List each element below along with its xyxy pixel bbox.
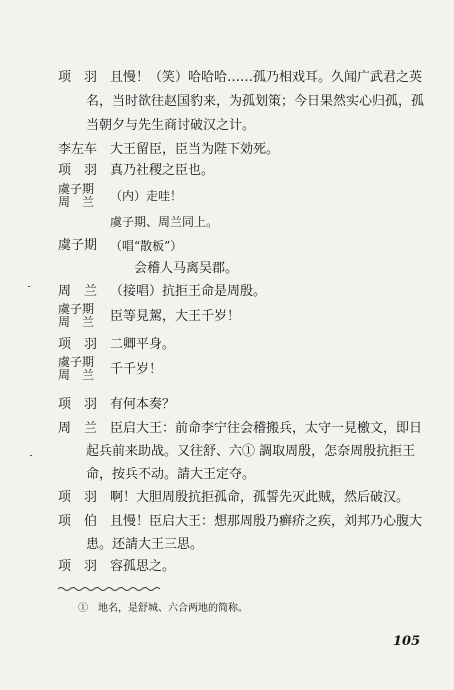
speaker-label: 周 兰 [58,195,95,209]
speaker-label: 项 羽 [58,490,98,505]
dialogue-line: 真乃社稷之臣也。 [110,163,215,178]
speaker-label: 项 伯 [58,514,98,529]
page-number: 105 [393,634,421,649]
speaker-label: 虞子期 [58,238,98,253]
footnote-separator [58,585,160,593]
lyric-line: 会稽人马离吴郡。 [134,261,239,276]
dialogue-line: 且慢！（笑）哈哈哈……孤乃相戏耳。久闻广武君之英 [110,70,423,85]
dialogue-line: 容孤思之。 [110,559,176,574]
dialogue-line: 大王留臣，臣当为陛下効死。 [110,142,280,157]
speaker-label: 李左车 [58,142,98,157]
stage-direction: 虞子期、周兰同上。 [110,215,219,229]
dialogue-line: 当朝夕与先生商讨破汉之计。 [86,118,256,133]
speaker-label: 项 羽 [58,70,98,85]
dialogue-line: （内）走哇！ [110,189,183,203]
dialogue-line: 有何本奏？ [110,397,176,412]
dialogue-line: 千千岁！ [110,362,163,377]
dialogue-line: 臣等見駕，大王千岁！ [110,309,241,324]
dialogue-line: 患。还請大王三思。 [86,537,204,552]
speaker-label: 周 兰 [58,315,95,329]
dialogue-line: 起兵前来助战。又往舒、六① 調取周殷，怎奈周殷抗拒王 [86,444,416,459]
speaker-label: 项 羽 [58,397,98,412]
dialogue-line: 命，按兵不动。請大王定夺。 [86,467,256,482]
footnote: ① 地名，是舒城、六合两地的简称。 [78,603,248,614]
speaker-label: 虞子期 [58,355,95,369]
dialogue-line: （接唱）抗拒王命是周殷。 [110,284,267,299]
speaker-label: 项 羽 [58,337,98,352]
speaker-label: 周 兰 [58,421,98,436]
speaker-label: 项 羽 [58,163,98,178]
dialogue-line: 名，当时欲往赵国豹来，为孤划策；今日果然实心归孤，孤 [86,94,425,109]
dialogue-line: （唱“散板”） [110,239,183,253]
speaker-label: 虞子期 [58,182,95,196]
speaker-label: 项 羽 [58,559,98,574]
dialogue-line: 二卿平身。 [110,337,176,352]
scan-speck [30,455,32,456]
dialogue-line: 臣启大王：前命李宁往会稽搬兵，太守一見檄文，即日 [110,421,423,436]
speaker-label: 周 兰 [58,368,95,382]
speaker-label: 虞子期 [58,302,95,316]
speaker-label: 周 兰 [58,284,98,299]
scan-speck [28,286,30,287]
dialogue-line: 啊！大胆周殷抗拒孤命，孤誓先灭此贼，然后破汉。 [110,490,410,505]
dialogue-line: 且慢！臣启大王：想那周殷乃癣疥之疾，刘邦乃心腹大 [110,514,423,529]
